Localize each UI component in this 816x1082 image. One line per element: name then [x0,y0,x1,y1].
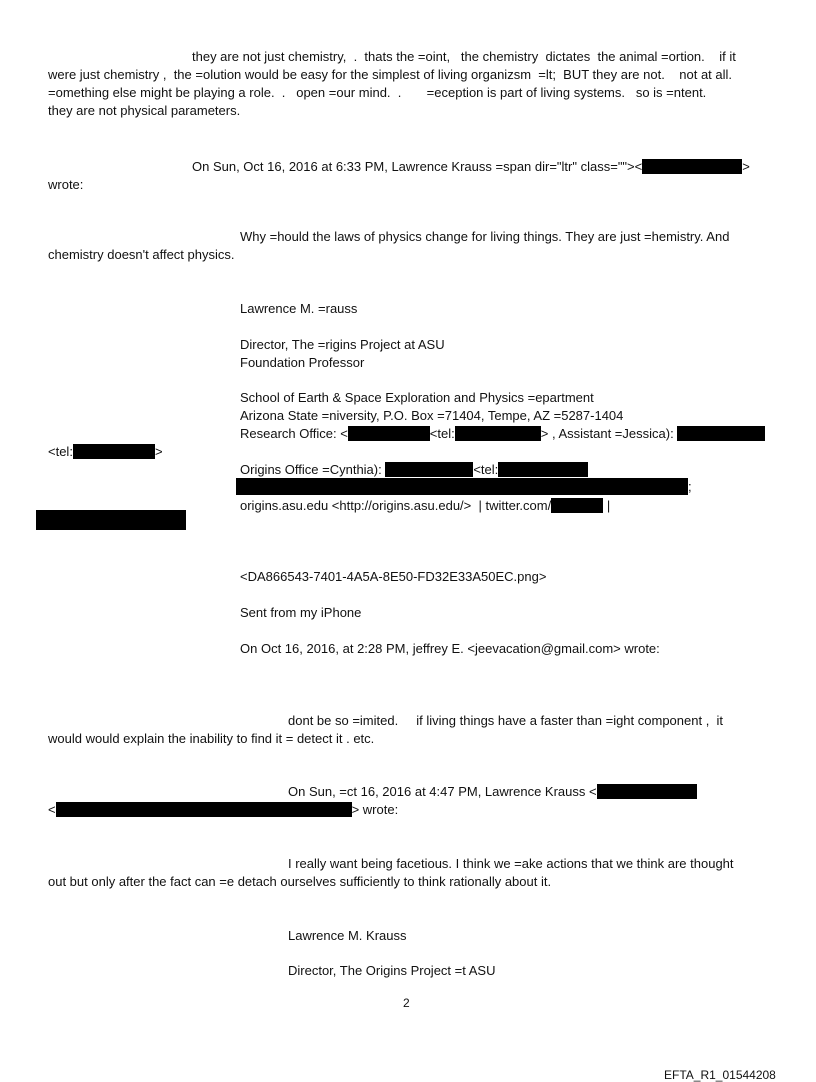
redaction-box [498,462,588,477]
header-text: > [742,159,750,174]
header-text: > wrote: [351,802,399,817]
label-text: Research Office: < [240,426,348,441]
redaction-box [236,478,688,495]
label-text: > [154,444,163,459]
redaction-box [597,784,697,799]
label-text: | [603,498,611,513]
label-text: > , Assistant =Jessica): [540,426,678,441]
label-text: <tel: [48,444,73,459]
signature-tel [48,443,163,461]
quoted-header-line: On Oct 16, 2016, at 2:28 PM, jeffrey E. <jeevacation@gmail.com> wrote: [240,641,660,656]
redaction-box [36,510,186,530]
redaction-box [348,426,430,441]
signature-address: Arizona State =niversity, P.O. Box =71404, Tempe, AZ =5287-1404 [240,408,624,423]
quoted-header-line [192,158,750,176]
quoted-text-line: would would explain the inability to find it = detect it . etc. [48,731,375,746]
signature-semicolon: ; [688,479,692,494]
header-text: On Sun, Oct 16, 2016 at 6:33 PM, Lawrence Krauss =span dir="ltr" class="">< [192,159,643,174]
redaction-box [385,462,473,477]
redaction-box [642,159,742,174]
web-link[interactable]: origins.asu.edu <http://origins.asu.edu/> | twitter.com/ [240,498,552,513]
redaction-box [455,426,541,441]
quoted-header-wrote: wrote: [48,177,84,192]
label-text: <tel: [473,462,499,477]
quoted-text-line: Why =hould the laws of physics change for living things. They are just =hemistry. And [240,229,730,244]
signature-name: Lawrence M. Krauss [288,928,407,943]
reply-text-line: =omething else might be playing a role. . open =our mind. . =eception is part of living systems. so is =ntent. [48,85,707,100]
signature-title: Director, The Origins Project =t ASU [288,963,496,978]
quoted-text-line: I really want being facetious. I think we =ake actions that we think are thought [288,856,734,871]
header-text: < [48,802,56,817]
label-text: <tel: [429,426,455,441]
quoted-text-line: chemistry doesn't affect physics. [48,247,235,262]
signature-school: School of Earth & Space Exploration and Physics =epartment [240,390,594,405]
quoted-text-line: out but only after the fact can =e detach ourselves sufficiently to think rationally about it. [48,874,552,889]
label-text: Origins Office =Cynthia): [240,462,386,477]
redaction-box [677,426,765,441]
reply-text-line: they are not physical parameters. [48,103,241,118]
sent-from-line: Sent from my iPhone [240,605,362,620]
reply-text-line: they are not just chemistry, . thats the =oint, the chemistry dictates the animal =ortion. if it [192,49,736,64]
redaction-box [73,444,155,459]
header-text: On Sun, =ct 16, 2016 at 4:47 PM, Lawrence Krauss < [288,784,597,799]
signature-title: Director, The =rigins Project at ASU [240,337,445,352]
redaction-box [551,498,603,513]
attachment-reference: <DA866543-7401-4A5A-8E50-FD32E33A50EC.png> [240,569,547,584]
signature-web [240,497,610,515]
signature-name: Lawrence M. =rauss [240,301,358,316]
quoted-header-line [288,783,697,801]
document-id-footer: EFTA_R1_01544208 [664,1068,776,1082]
page-number: 2 [403,996,410,1010]
signature-research-office [240,425,765,443]
redaction-box [56,802,352,817]
signature-title: Foundation Professor [240,355,365,370]
quoted-text-line: dont be so =imited. if living things have a faster than =ight component , it [288,713,724,728]
quoted-header-line [48,801,398,819]
signature-origins-office [240,461,588,479]
reply-text-line: were just chemistry , the =olution would be easy for the simplest of living organizsm =lt; BUT they are not. not at all. [48,67,733,82]
